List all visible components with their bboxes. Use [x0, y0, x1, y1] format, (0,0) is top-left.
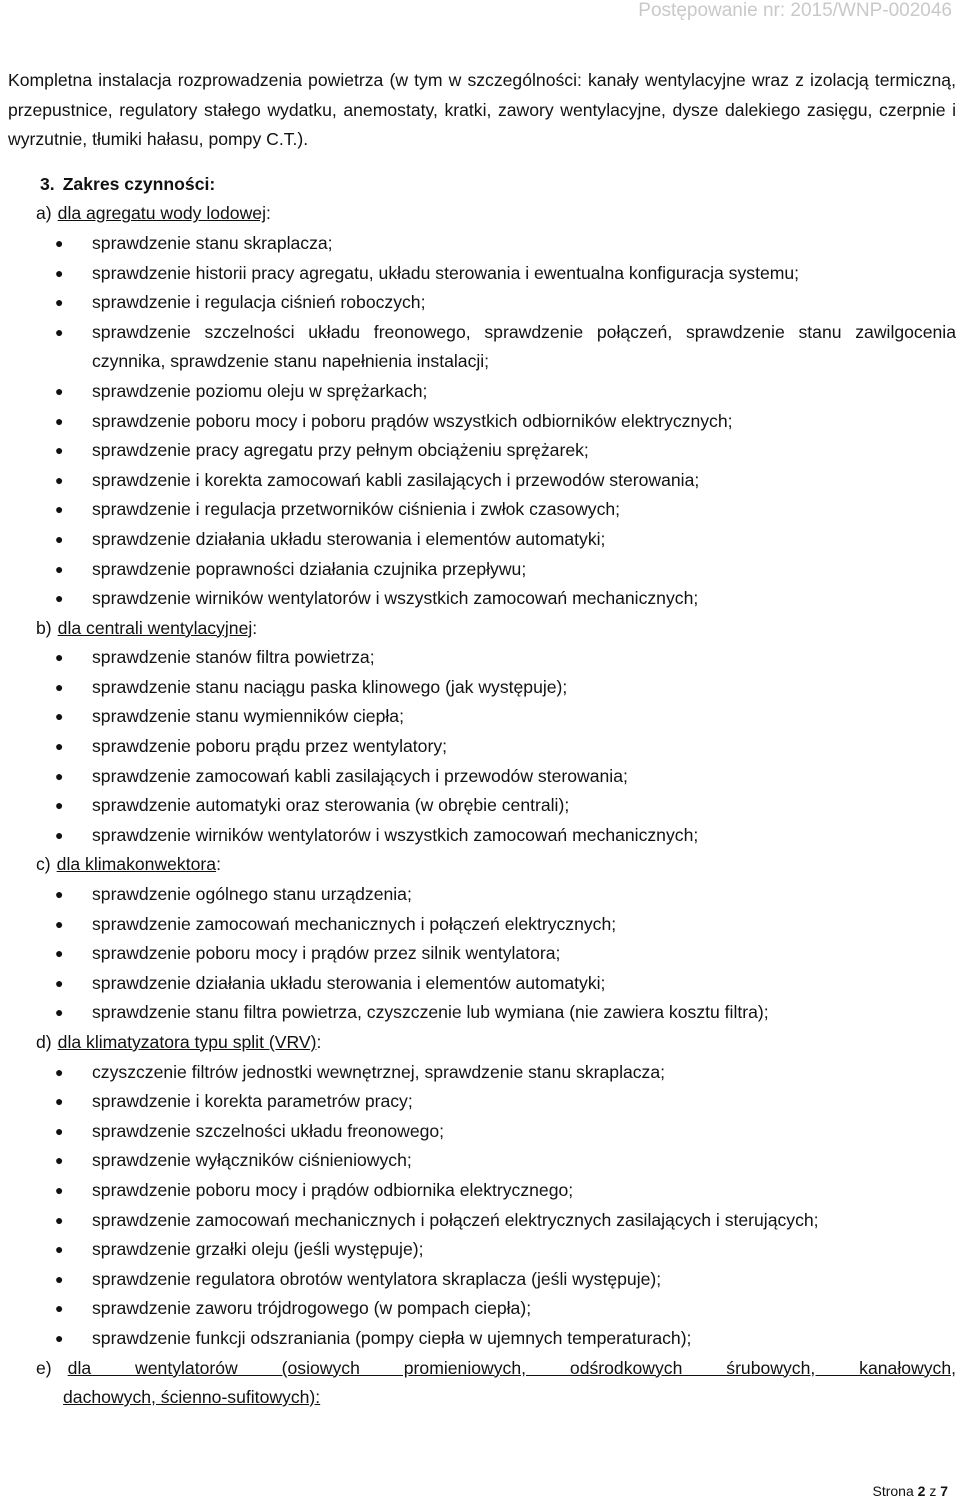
group-title-suffix: :: [316, 1032, 322, 1052]
list-item-text: sprawdzenie stanu wymienników ciepła;: [92, 706, 404, 727]
section-title: Zakres czynności:: [62, 173, 216, 194]
group-title: dla klimatyzatora typu split (VRV): [57, 1032, 317, 1052]
bullet-icon: ●: [55, 412, 64, 429]
group-title-suffix: :: [266, 203, 271, 224]
list-item-text: sprawdzenie i regulacja ciśnień roboczych;: [92, 292, 426, 313]
group-title: dla klimakonwektora: [56, 854, 217, 875]
section-heading: [8, 170, 956, 200]
bullet-icon: ●: [55, 1270, 64, 1287]
bullet-icon: ●: [55, 1063, 64, 1080]
list-item: [8, 1294, 956, 1324]
checklist: [8, 229, 956, 614]
list-item-text: sprawdzenie funkcji odszraniania (pompy ciepła w ujemnych temperaturach);: [92, 1327, 692, 1348]
list-item: [8, 1176, 956, 1206]
list-item-text: sprawdzenie ogólnego stanu urządzenia;: [92, 884, 412, 905]
list-item: [8, 998, 956, 1028]
bullet-icon: ●: [55, 1211, 64, 1228]
list-item-text: sprawdzenie stanu filtra powietrza, czyszczenie lub wymiana (nie zawiera kosztu filtra);: [92, 1002, 769, 1023]
bullet-icon: ●: [55, 1152, 64, 1169]
bullet-icon: ●: [55, 915, 64, 932]
bullet-icon: ●: [55, 1122, 64, 1139]
bullet-icon: ●: [55, 1241, 64, 1258]
bullet-icon: ●: [55, 1093, 64, 1110]
list-item: [8, 1146, 956, 1176]
bullet-icon: ●: [55, 974, 64, 991]
list-item-text: sprawdzenie pracy agregatu przy pełnym obciążeniu sprężarek;: [92, 440, 589, 461]
bullet-icon: ●: [55, 264, 64, 281]
group-heading: [8, 850, 956, 880]
list-item: [8, 259, 956, 289]
list-item: [8, 584, 956, 614]
list-item: [8, 762, 956, 792]
footer-total: 7: [940, 1483, 948, 1499]
bullet-icon: ●: [55, 826, 64, 843]
bullet-icon: ●: [55, 708, 64, 725]
group-heading: [8, 199, 956, 229]
bullet-icon: ●: [55, 560, 64, 577]
list-item-text: sprawdzenie wyłączników ciśnieniowych;: [92, 1150, 412, 1171]
list-item: [8, 377, 956, 407]
bullet-icon: ●: [55, 1329, 64, 1346]
group-letter: d): [36, 1032, 52, 1052]
group-title-suffix: :: [252, 617, 258, 638]
list-item: [8, 1087, 956, 1117]
bullet-icon: ●: [55, 590, 64, 607]
list-item-text: sprawdzenie działania układu sterowania i elementów automatyki;: [92, 528, 606, 549]
list-item-text: sprawdzenie zaworu trójdrogowego (w pompach ciepła);: [92, 1298, 532, 1319]
list-item: [8, 969, 956, 999]
bullet-icon: ●: [55, 294, 64, 311]
list-item-text: czyszczenie filtrów jednostki wewnętrznej, sprawdzenie stanu skraplacza;: [92, 1061, 666, 1082]
list-item: [8, 288, 956, 318]
list-item-text: sprawdzenie regulatora obrotów wentylatora skraplacza (jeśli występuje);: [92, 1268, 662, 1289]
list-item-text: sprawdzenie poziomu oleju w sprężarkach;: [92, 380, 428, 401]
checklist: [8, 643, 956, 850]
list-item: [8, 643, 956, 673]
group-letter: b): [36, 617, 52, 638]
list-item-text: sprawdzenie poboru mocy i prądów odbiornika elektrycznego;: [92, 1179, 574, 1200]
list-item-text: sprawdzenie historii pracy agregatu, układu sterowania i ewentualna konfiguracja systemu;: [92, 262, 800, 283]
list-item-text: sprawdzenie zamocowań kabli zasilających i przewodów sterowania;: [92, 765, 628, 786]
list-item-text: sprawdzenie stanów filtra powietrza;: [92, 647, 375, 668]
list-item: [8, 229, 956, 259]
list-item-text: sprawdzenie poboru prądu przez wentylatory;: [92, 736, 448, 757]
list-item-text: sprawdzenie wirników wentylatorów i wszystkich zamocowań mechanicznych;: [92, 588, 699, 609]
list-item-text: sprawdzenie szczelności układu freonowego;: [92, 1120, 445, 1141]
document-body: [8, 66, 956, 1413]
list-item: [8, 910, 956, 940]
list-item-text: sprawdzenie stanu skraplacza;: [92, 232, 333, 253]
bullet-icon: ●: [55, 945, 64, 962]
list-item-text: sprawdzenie i korekta parametrów pracy;: [92, 1091, 413, 1112]
bullet-icon: ●: [55, 323, 64, 340]
group-e-heading: [8, 1354, 956, 1413]
procedure-number: Postępowanie nr: 2015/WNP-002046: [638, 0, 952, 21]
scope-groups: [8, 199, 956, 1353]
list-item: [8, 821, 956, 851]
list-item-text: sprawdzenie zamocowań mechanicznych i połączeń elektrycznych zasilających i sterujących;: [92, 1209, 819, 1230]
list-item: [8, 880, 956, 910]
list-item: [8, 939, 956, 969]
list-item: [8, 1235, 956, 1265]
list-item: [8, 1324, 956, 1354]
bullet-icon: ●: [55, 767, 64, 784]
section-number: 3.: [40, 173, 55, 194]
list-item: [8, 702, 956, 732]
list-item-text: sprawdzenie poprawności działania czujnika przepływu;: [92, 558, 527, 579]
list-item-text: sprawdzenie i regulacja przetworników ciśnienia i zwłok czasowych;: [92, 499, 621, 520]
list-item-text: sprawdzenie automatyki oraz sterowania (w obrębie centrali);: [92, 795, 570, 816]
checklist: [8, 880, 956, 1028]
bullet-icon: ●: [55, 471, 64, 488]
list-item: [8, 791, 956, 821]
bullet-icon: ●: [55, 530, 64, 547]
group-e-title-line2: dachowych, ścienno-sufitowych):: [63, 1387, 321, 1408]
bullet-icon: ●: [55, 649, 64, 666]
list-item-text: sprawdzenie poboru mocy i prądów przez silnik wentylatora;: [92, 943, 561, 964]
bullet-icon: ●: [55, 738, 64, 755]
page-footer: [872, 1483, 948, 1499]
list-item: [8, 407, 956, 437]
group-title: dla agregatu wody lodowej: [57, 203, 266, 224]
list-item-text: sprawdzenie grzałki oleju (jeśli występuje);: [92, 1239, 424, 1260]
group-title: dla centrali wentylacyjnej: [57, 617, 253, 638]
list-item-text: sprawdzenie stanu naciągu paska klinowego (jak występuje);: [92, 676, 568, 697]
group-heading: [8, 1028, 956, 1058]
list-item-text: sprawdzenie szczelności układu freonowego, sprawdzenie połączeń, sprawdzenie stanu zawilgocenia czynnika, sprawdzenie stanu napełnienia instalacji;: [92, 321, 956, 372]
bullet-icon: ●: [55, 678, 64, 695]
bullet-icon: ●: [55, 1300, 64, 1317]
bullet-icon: ●: [55, 1004, 64, 1021]
group-e-title-line1: dla wentylatorów (osiowych promieniowych, odśrodkowych śrubowych, kanałowych,: [67, 1357, 956, 1378]
list-item-text: sprawdzenie działania układu sterowania i elementów automatyki;: [92, 972, 606, 993]
footer-sep: z: [929, 1483, 937, 1499]
bullet-icon: ●: [55, 886, 64, 903]
list-item: [8, 318, 956, 377]
bullet-icon: ●: [55, 501, 64, 518]
list-item: [8, 673, 956, 703]
list-item-text: sprawdzenie i korekta zamocowań kabli zasilających i przewodów sterowania;: [92, 469, 700, 490]
footer-page: 2: [917, 1483, 926, 1499]
group-letter: c): [36, 854, 51, 875]
group-title-suffix: :: [216, 854, 221, 875]
list-item: [8, 495, 956, 525]
list-item: [8, 1206, 956, 1236]
group-letter: e): [36, 1357, 52, 1378]
list-item-text: sprawdzenie zamocowań mechanicznych i połączeń elektrycznych;: [92, 913, 617, 934]
list-item: [8, 525, 956, 555]
footer-prefix: Strona: [872, 1483, 914, 1499]
group-letter: a): [36, 203, 52, 224]
bullet-icon: ●: [55, 382, 64, 399]
bullet-icon: ●: [55, 234, 64, 251]
checklist: [8, 1058, 956, 1354]
list-item: [8, 466, 956, 496]
list-item: [8, 555, 956, 585]
bullet-icon: ●: [55, 442, 64, 459]
list-item: [8, 436, 956, 466]
list-item: [8, 1058, 956, 1088]
bullet-icon: ●: [55, 797, 64, 814]
list-item-text: sprawdzenie wirników wentylatorów i wszystkich zamocowań mechanicznych;: [92, 824, 699, 845]
list-item: [8, 732, 956, 762]
list-item: [8, 1117, 956, 1147]
intro-paragraph: Kompletna instalacja rozprowadzenia powietrza (w tym w szczególności: kanały wentylacyjne wraz z izolacją termiczną, przepustnice, regulatory stałego wydatku, anemostaty, kratki, zawory wentylacyjne, dysze dalekiego zasięgu, czerpnie i wyrzutnie, tłumiki hałasu, pompy C.T.).: [8, 70, 956, 150]
bullet-icon: ●: [55, 1181, 64, 1198]
list-item: [8, 1265, 956, 1295]
group-heading: [8, 614, 956, 644]
list-item-text: sprawdzenie poboru mocy i poboru prądów wszystkich odbiorników elektrycznych;: [92, 410, 733, 431]
